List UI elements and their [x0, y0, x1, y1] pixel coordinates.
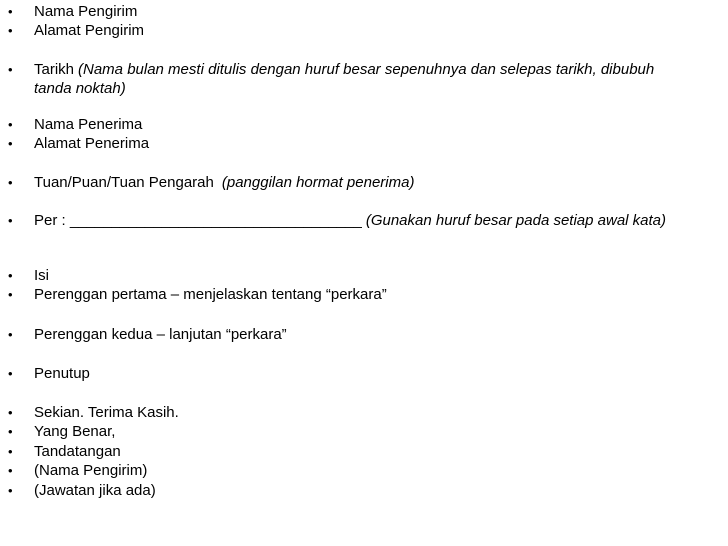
list-item-note: (panggilan hormat penerima) — [221, 174, 415, 191]
bullet-icon: • — [8, 287, 13, 302]
bullet-icon: • — [8, 366, 13, 381]
bullet-icon: • — [8, 424, 13, 439]
bullet-icon: • — [8, 444, 13, 459]
list-item-text: Perenggan kedua – lanjutan “perkara” — [34, 326, 287, 343]
bullet-icon: • — [8, 463, 13, 478]
list-item-label: Per : ___________________________________ — [34, 212, 362, 229]
bullet-icon: • — [8, 23, 13, 38]
bullet-icon: • — [8, 136, 13, 151]
bullet-icon: • — [8, 405, 13, 420]
list-item-text: (Nama Pengirim) — [34, 462, 148, 479]
bullet-icon: • — [8, 62, 13, 77]
list-item-text — [34, 173, 694, 192]
list-item-text: Sekian. Terima Kasih. — [34, 404, 179, 421]
bullet-icon: • — [8, 4, 13, 19]
list-item-text: Nama Pengirim — [34, 3, 138, 20]
list-item-note: (Nama bulan mesti ditulis dengan huruf besar sepenuhnya dan selepas tarikh, dibubuh tanda noktah) — [34, 61, 655, 97]
list-item-text: Alamat Penerima — [34, 135, 150, 152]
list-item-text: Nama Penerima — [34, 116, 143, 133]
list-item-note: (Gunakan huruf besar pada setiap awal kata) — [365, 212, 667, 229]
bullet-icon: • — [8, 327, 13, 342]
bullet-icon: • — [8, 483, 13, 498]
list-item-text: (Jawatan jika ada) — [34, 482, 156, 499]
list-item-text: Alamat Pengirim — [34, 22, 145, 39]
list-item-text — [34, 211, 694, 230]
list-item-text: Isi — [34, 267, 49, 284]
list-item-label: Tuan/Puan/Tuan Pengarah — [34, 174, 214, 191]
list-item-text: Yang Benar, — [34, 423, 116, 440]
list-item-label: Tarikh — [34, 61, 75, 78]
bullet-icon: • — [8, 213, 13, 228]
bullet-icon: • — [8, 175, 13, 190]
list-item-text — [34, 60, 694, 98]
list-item-text: Penutup — [34, 365, 90, 382]
bullet-icon: • — [8, 117, 13, 132]
bullet-icon: • — [8, 268, 13, 283]
list-item-text: Perenggan pertama – menjelaskan tentang “perkara” — [34, 286, 387, 303]
list-item-text: Tandatangan — [34, 443, 121, 460]
